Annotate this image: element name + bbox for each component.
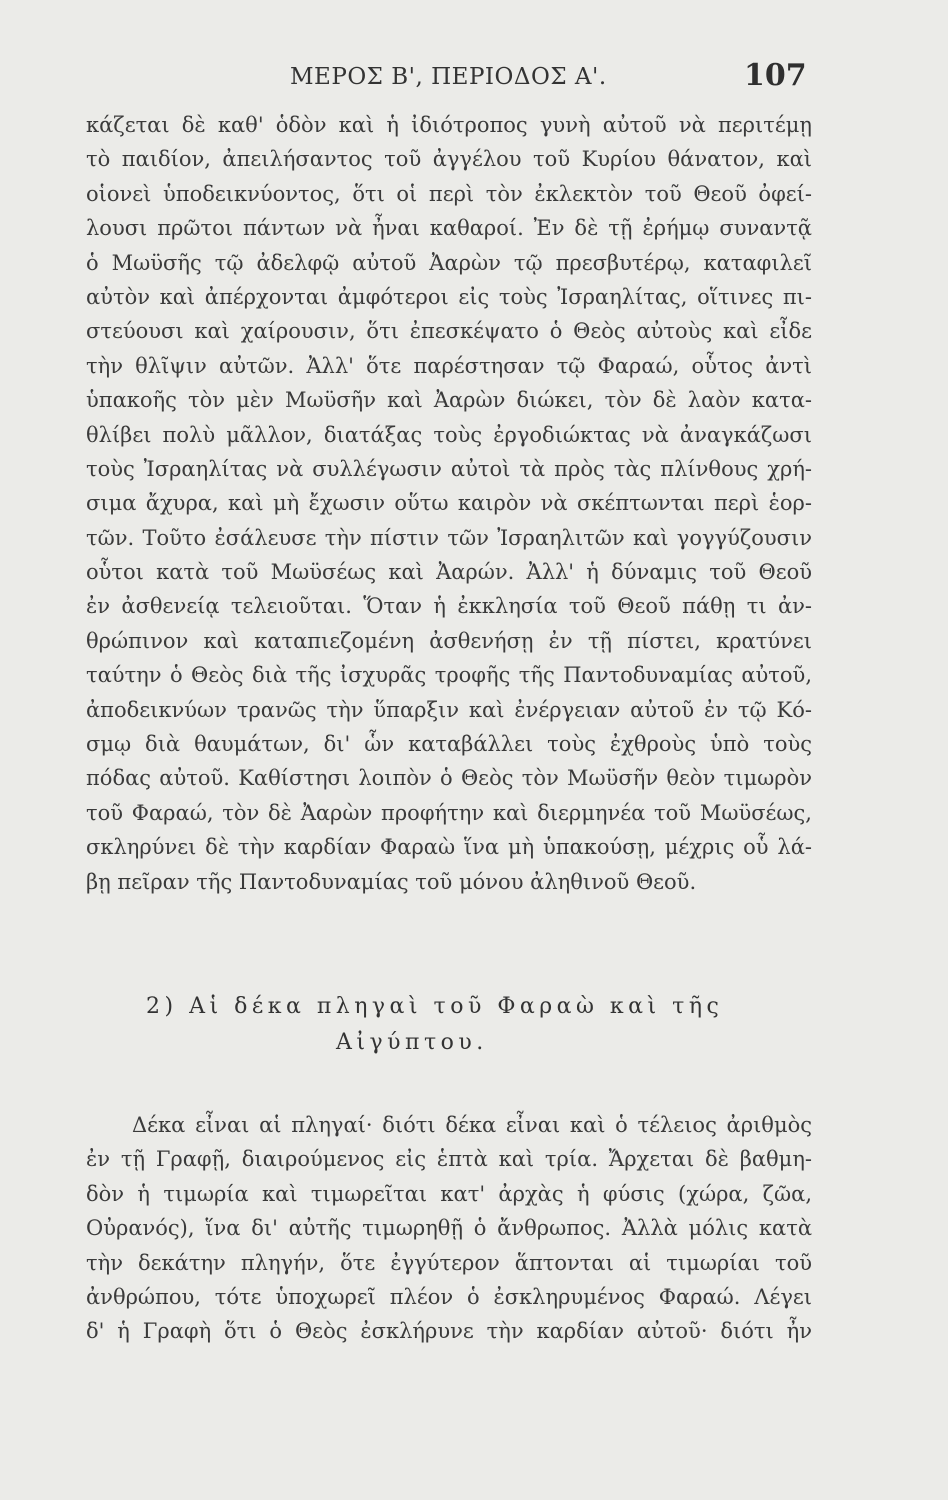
paragraph-1 — [86, 108, 812, 899]
text-line: ἐν ἀσθενείᾳ τελειοῦται. Ὅταν ἡ ἐκκλησία τοῦ Θεοῦ πάθῃ τι ἀν- — [86, 594, 812, 619]
text-line: σιμα ἄχυρα, καὶ μὴ ἔχωσιν οὕτω καιρὸν νὰ σκέπτωνται περὶ ἑορ- — [86, 491, 812, 516]
running-title: ΜΕΡΟΣ Β', ΠΕΡΙΟΔΟΣ Α'. — [290, 64, 607, 90]
text-line: αὐτὸν καὶ ἀπέρχονται ἀμφότεροι εἰς τοὺς Ἰσραηλίτας, οἵτινες πι- — [86, 284, 812, 309]
text-line: ἀνθρώπου, τότε ὑποχωρεῖ πλέον ὁ ἐσκληρυμένος Φαραώ. Λέγει — [86, 1284, 812, 1309]
text-line: τὴν δεκάτην πληγήν, ὅτε ἐγγύτερον ἅπτονται αἱ τιμωρίαι τοῦ — [86, 1250, 812, 1275]
section-heading — [146, 992, 796, 1058]
text-line: ὁ Μωϋσῆς τῷ ἀδελφῷ αὐτοῦ Ἀαρὼν τῷ πρεσβυτέρῳ, καταφιλεῖ — [86, 250, 812, 275]
text-line: ἀποδεικνύων τρανῶς τὴν ὕπαρξιν καὶ ἐνέργειαν αὐτοῦ ἐν τῷ Κό- — [86, 697, 812, 722]
text-line: τοὺς Ἰσραηλίτας νὰ συλλέγωσιν αὐτοὶ τὰ πρὸς τὰς πλίνθους χρή- — [86, 456, 812, 481]
text-line: πόδας αὐτοῦ. Καθίστησι λοιπὸν ὁ Θεὸς τὸν Μωϋσῆν θεὸν τιμωρὸν — [86, 766, 812, 791]
text-line: οὗτοι κατὰ τοῦ Μωϋσέως καὶ Ἀαρών. Ἀλλ' ἡ δύναμις τοῦ Θεοῦ — [86, 560, 812, 585]
text-line: Οὐρανός), ἵνα δι' αὐτῆς τιμωρηθῇ ὁ ἄνθρωπος. Ἀλλὰ μόλις κατὰ — [86, 1216, 812, 1241]
text-line: τὸ παιδίον, ἀπειλήσαντος τοῦ ἀγγέλου τοῦ Κυρίου θάνατον, καὶ — [86, 147, 812, 172]
text-line: λουσι πρῶτοι πάντων νὰ ἦναι καθαροί. Ἐν δὲ τῇ ἐρήμῳ συναντᾷ — [86, 216, 812, 241]
text-line: θρώπινον καὶ καταπιεζομένη ἀσθενήσῃ ἐν τῇ πίστει, κρατύνει — [86, 628, 812, 653]
section-heading-line-1: 2) Αἱ δέκα πληγαὶ τοῦ Φαραὼ καὶ τῆς — [146, 994, 724, 1019]
paragraph-2 — [86, 1108, 812, 1349]
text-line: δὸν ἡ τιμωρία καὶ τιμωρεῖται κατ' ἀρχὰς ἡ φύσις (χώρα, ζῶα, — [86, 1181, 812, 1206]
text-line: τὴν θλῖψιν αὐτῶν. Ἀλλ' ὅτε παρέστησαν τῷ Φαραώ, οὗτος ἀντὶ — [86, 353, 812, 378]
text-line: ταύτην ὁ Θεὸς διὰ τῆς ἰσχυρᾶς τροφῆς τῆς Παντοδυναμίας αὐτοῦ, — [86, 663, 812, 688]
text-line: δ' ἡ Γραφὴ ὅτι ὁ Θεὸς ἐσκλήρυνε τὴν καρδίαν αὐτοῦ· διότι ἦν — [86, 1319, 812, 1344]
text-line: σκληρύνει δὲ τὴν καρδίαν Φαραὼ ἵνα μὴ ὑπακούσῃ, μέχρις οὗ λά- — [86, 835, 812, 860]
text-line: σμῳ διὰ θαυμάτων, δι' ὧν καταβάλλει τοὺς ἐχθροὺς ὑπὸ τοὺς — [86, 732, 812, 757]
text-line: ὑπακοῆς τὸν μὲν Μωϋσῆν καὶ Ἀαρὼν διώκει, τὸν δὲ λαὸν κατα- — [86, 388, 812, 413]
text-line: τῶν. Τοῦτο ἐσάλευσε τὴν πίστιν τῶν Ἰσραηλιτῶν καὶ γογγύζουσιν — [86, 525, 812, 550]
text-line: κάζεται δὲ καθ' ὁδὸν καὶ ἡ ἰδιότροπος γυνὴ αὐτοῦ νὰ περιτέμῃ — [86, 113, 812, 137]
text-line: θλίβει πολὺ μᾶλλον, διατάξας τοὺς ἐργοδιώκτας νὰ ἀναγκάζωσι — [86, 422, 812, 447]
page-number: 107 — [744, 58, 807, 93]
text-line: Δέκα εἶναι αἱ πληγαί· διότι δέκα εἶναι καὶ ὁ τέλειος ἀριθμὸς — [132, 1113, 812, 1137]
text-line: ἐν τῇ Γραφῇ, διαιρούμενος εἰς ἑπτὰ καὶ τρία. Ἄρχεται δὲ βαθμη- — [86, 1147, 812, 1172]
text-line: στεύουσι καὶ χαίρουσιν, ὅτι ἐπεσκέψατο ὁ Θεὸς αὐτοὺς καὶ εἶδε — [86, 319, 812, 344]
text-line: βῃ πεῖραν τῆς Παντοδυναμίας τοῦ μόνου ἀληθινοῦ Θεοῦ. — [86, 869, 697, 894]
text-line: οἱονεὶ ὑποδεικνύοντος, ὅτι οἱ περὶ τὸν ἐκλεκτὸν τοῦ Θεοῦ ὀφεί- — [86, 181, 812, 206]
section-heading-line-2: Αἰγύπτου. — [336, 1030, 488, 1055]
text-line: τοῦ Φαραώ, τὸν δὲ Ἀαρὼν προφήτην καὶ διερμηνέα τοῦ Μωϋσέως, — [86, 800, 812, 825]
